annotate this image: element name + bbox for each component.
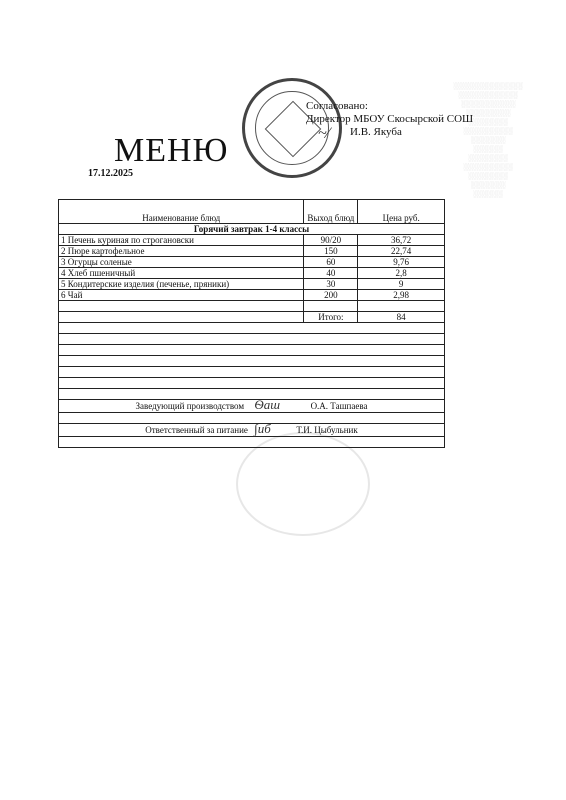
table-row [59,257,445,268]
dish-yield: 150 [304,246,358,257]
empty-row [59,378,445,389]
dish-name: 5 Кондитерские изделия (печенье, пряники) [59,279,304,290]
dish-price: 2,98 [358,290,445,301]
dish-name: 3 Огурцы соленые [59,257,304,268]
empty-row [59,367,445,378]
empty-row [59,323,445,334]
table-row [59,290,445,301]
total-row [59,312,445,323]
empty-row [59,413,445,424]
total-value: 84 [358,312,445,323]
empty-row [59,437,445,448]
table-row [59,246,445,257]
dish-yield: 90/20 [304,235,358,246]
dish-price: 36,72 [358,235,445,246]
table-row [59,268,445,279]
empty-row [59,356,445,367]
signature-row-head: Заведующий производством Ѳаш О.А. Ташпаева [59,400,445,413]
dish-name: 6 Чай [59,290,304,301]
header-dish: Наименование блюд [59,200,304,224]
approval-name: И.В. Якуба [350,126,402,138]
dish-yield: 200 [304,290,358,301]
dish-price: 22,74 [358,246,445,257]
resp-name: Т.И. Цыбульник [296,425,358,435]
dish-name: 4 Хлеб пшеничный [59,268,304,279]
signature-row-responsible: Ответственный за питание ∫иб Т.И. Цыбульник [59,424,445,437]
resp-label: Ответственный за питание [145,425,248,435]
empty-row [59,334,445,345]
dish-price: 2,8 [358,268,445,279]
menu-table [58,199,445,448]
head-label: Заведующий производством [135,401,245,411]
bleed-through-text: ░░░░░░░░░░░░░░ ░░░░░░░░░░░░ ░░░░░░░░░░░ ░░░░░░░░░ ░░░░░░░░ ░░░░░░░░░░ ░░░░░░░ ░░░░░░ ░░░░░░░░ ░░░░░░░░░░ ░░░░░░░░ ░░░░░░░ ░░░░░░ [453,82,523,198]
empty-row [59,345,445,356]
director-signature: ~∕ [318,125,330,142]
approval-block [306,100,473,139]
dish-yield: 30 [304,279,358,290]
table-header-row [59,200,445,224]
dish-yield: 60 [304,257,358,268]
section-title: Горячий завтрак 1-4 классы [59,224,445,235]
approval-position: Директор МБОУ Скосырской СОШ [306,113,474,125]
table-row [59,235,445,246]
page-title: МЕНЮ [114,132,229,169]
dish-name: 1 Печень куриная по строгановски [59,235,304,246]
menu-date: 17.12.2025 [88,168,133,179]
dish-price: 9,76 [358,257,445,268]
table-row [59,279,445,290]
approval-label: Согласовано: [306,100,368,112]
head-name: О.А. Ташпаева [310,401,368,411]
section-row [59,224,445,235]
empty-row [59,389,445,400]
dish-name: 2 Пюре картофельное [59,246,304,257]
dish-price: 9 [358,279,445,290]
header-yield: Выход блюд [304,200,358,224]
header-price: Цена руб. [358,200,445,224]
empty-row [59,301,445,312]
dish-yield: 40 [304,268,358,279]
total-label: Итого: [304,312,358,323]
